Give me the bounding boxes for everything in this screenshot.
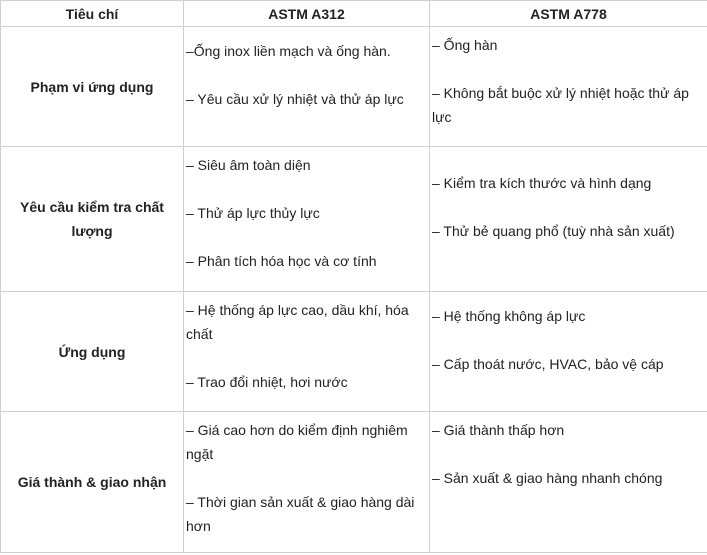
astm-a778-cell	[430, 412, 707, 553]
table-row	[1, 292, 707, 412]
criterion-cell: Yêu cầu kiểm tra chất lượng	[1, 147, 184, 292]
list-item: – Thử bẻ quang phổ (tuỳ nhà sản xuất)	[432, 223, 675, 239]
astm-a312-cell	[184, 292, 430, 412]
list-item: – Trao đổi nhiệt, hơi nước	[186, 374, 348, 390]
header-criteria: Tiêu chí	[1, 1, 184, 27]
list-item: – Cấp thoát nước, HVAC, bảo vệ cáp	[432, 356, 664, 372]
header-row	[1, 1, 707, 27]
header-astm-a778: ASTM A778	[430, 1, 707, 27]
list-item: – Giá cao hơn do kiểm định nghiêm ngặt	[186, 422, 408, 462]
list-item: – Thử áp lực thủy lực	[186, 205, 320, 221]
astm-a778-cell	[430, 27, 707, 147]
list-item: – Giá thành thấp hơn	[432, 422, 565, 438]
list-item: – Hệ thống không áp lực	[432, 308, 586, 324]
astm-a312-cell	[184, 412, 430, 553]
table-row	[1, 147, 707, 292]
astm-a778-cell	[430, 147, 707, 292]
criterion-cell: Phạm vi ứng dụng	[1, 27, 184, 147]
list-item: –Ống inox liền mạch và ống hàn.	[186, 43, 391, 59]
list-item: – Kiểm tra kích thước và hình dạng	[432, 175, 652, 191]
table-row	[1, 27, 707, 147]
list-item: – Thời gian sản xuất & giao hàng dài hơn	[186, 494, 415, 534]
criterion-cell: Ứng dụng	[1, 292, 184, 412]
list-item: – Không bắt buộc xử lý nhiệt hoặc thử áp lực	[432, 85, 689, 125]
header-astm-a312: ASTM A312	[184, 1, 430, 27]
astm-a312-cell	[184, 147, 430, 292]
astm-a778-cell	[430, 292, 707, 412]
list-item: – Hệ thống áp lực cao, dầu khí, hóa chất	[186, 302, 409, 342]
list-item: – Yêu cầu xử lý nhiệt và thử áp lực	[186, 91, 404, 107]
list-item: – Sản xuất & giao hàng nhanh chóng	[432, 470, 663, 486]
list-item: – Ống hàn	[432, 37, 498, 53]
list-item: – Siêu âm toàn diện	[186, 157, 311, 173]
list-item: – Phân tích hóa học và cơ tính	[186, 253, 377, 269]
criterion-cell: Giá thành & giao nhận	[1, 412, 184, 553]
table-row	[1, 412, 707, 553]
astm-a312-cell	[184, 27, 430, 147]
